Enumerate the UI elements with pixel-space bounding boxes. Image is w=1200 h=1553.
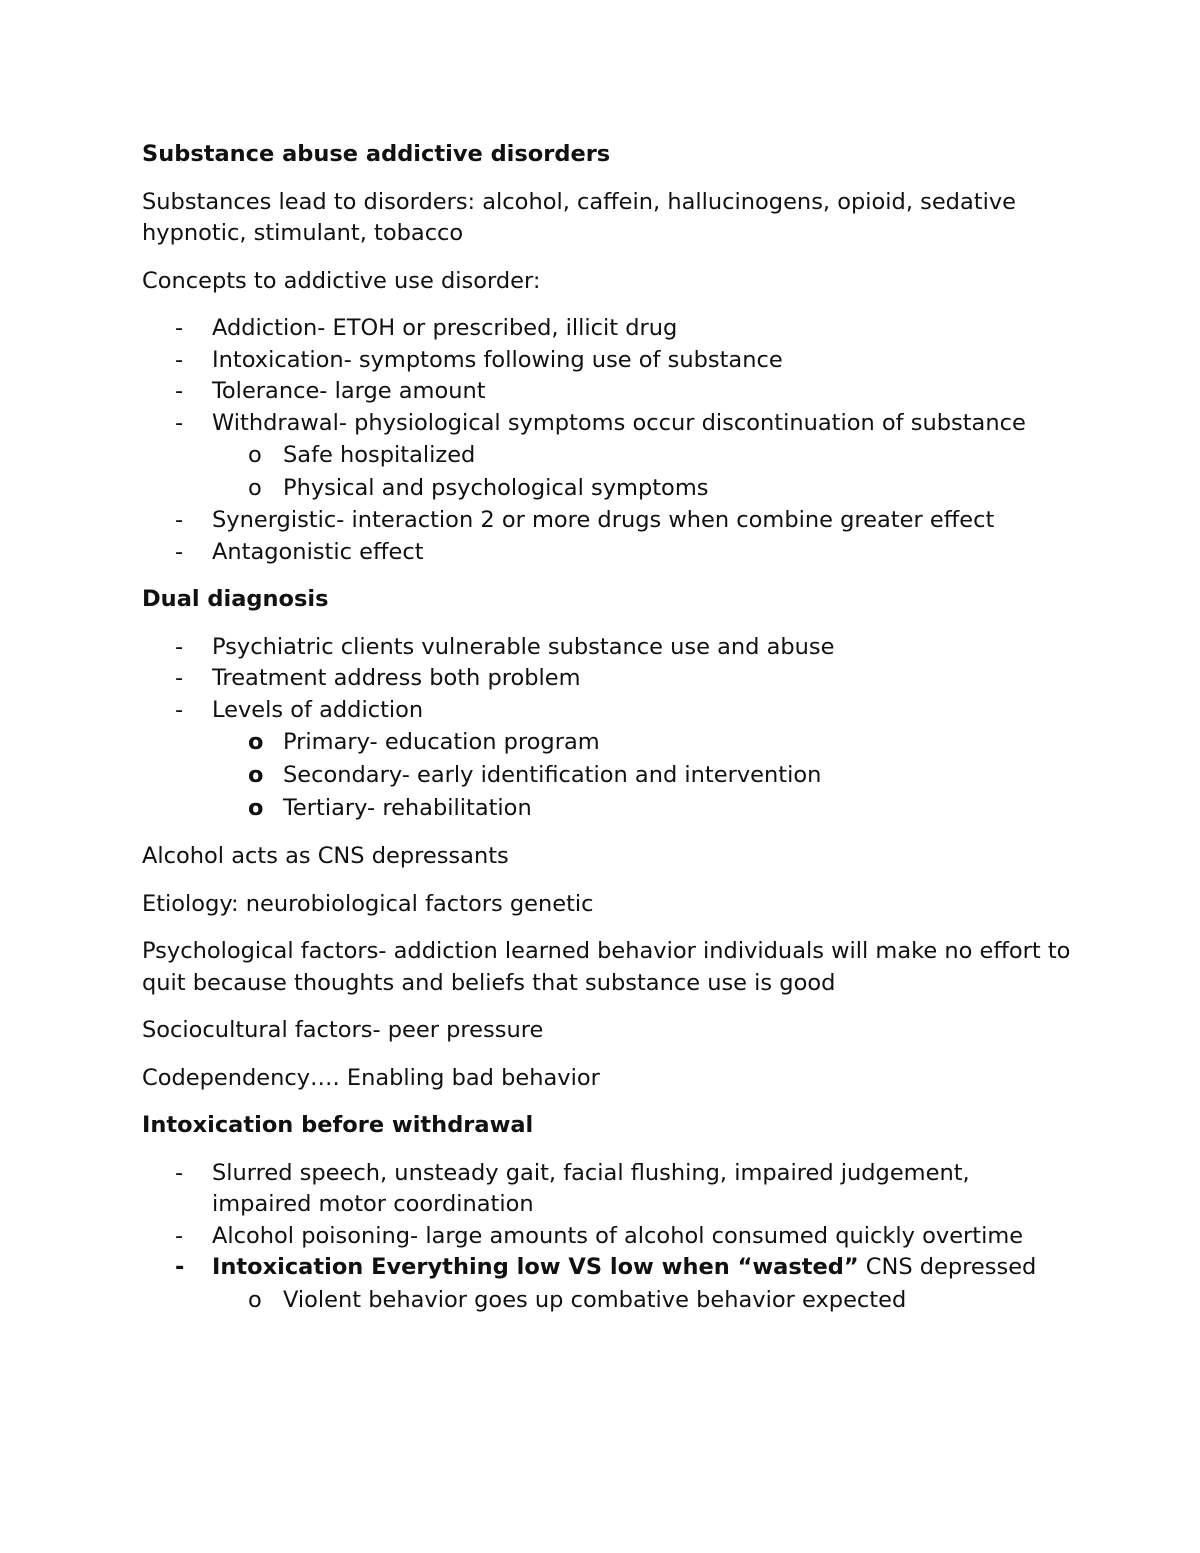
dash-marker: - [175, 1222, 184, 1249]
list-item: o Physical and psychological symptoms [212, 472, 1072, 505]
intoxication-heading: Intoxication before withdrawal [142, 1112, 534, 1138]
circle-marker: o [248, 442, 262, 468]
list-item: - Withdrawal- physiological symptoms occur discontinuation of substance o Safe hospitalized o Physical and psychological symptoms [142, 408, 1072, 506]
circle-marker: o [248, 475, 262, 501]
dual-diagnosis-heading: Dual diagnosis [142, 586, 329, 612]
concepts-list [142, 313, 1072, 568]
circle-marker: o [248, 729, 264, 755]
document-page [142, 139, 1072, 1317]
list-item: - Antagonistic effect [142, 537, 1072, 569]
dash-marker: - [175, 315, 184, 341]
levels-sublist [212, 726, 1072, 825]
list-item: - Intoxication Everything low VS low when “wasted” CNS depressed o Violent behavior goes up combative behavior expected [142, 1252, 1072, 1317]
dash-marker: - [175, 507, 184, 533]
dash-marker: - [175, 378, 184, 404]
dash-marker: - [175, 696, 184, 723]
intoxication-list [142, 1158, 1072, 1317]
list-item: - Synergistic- interaction 2 or more drugs when combine greater effect [142, 505, 1072, 537]
dash-marker: - [175, 346, 184, 373]
dash-marker: - [175, 1159, 184, 1186]
codependency-paragraph: Codependency…. Enabling bad behavior [142, 1064, 600, 1091]
sociocultural-paragraph: Sociocultural factors- peer pressure [142, 1017, 544, 1043]
document-title: Substance abuse addictive disorders [142, 141, 611, 167]
list-item: - Psychiatric clients vulnerable substance use and abuse [142, 632, 1072, 664]
list-item: - Tolerance- large amount [142, 376, 1072, 408]
withdrawal-sublist [212, 439, 1072, 505]
list-item: - Levels of addiction o Primary- education program o Secondary- early identification and intervention o Tertiary- rehabilitation [142, 695, 1072, 826]
dash-marker: - [175, 1254, 185, 1280]
list-item: - Addiction- ETOH or prescribed, illicit drug [142, 313, 1072, 345]
list-item: - Intoxication- symptoms following use of substance [142, 345, 1072, 377]
intro-paragraph: Substances lead to disorders: alcohol, caffein, hallucinogens, opioid, sedative hypnotic, stimulant, tobacco [142, 188, 1016, 246]
alcohol-paragraph: Alcohol acts as CNS depressants [142, 843, 509, 869]
circle-marker: o [248, 795, 264, 821]
list-item: o Tertiary- rehabilitation [212, 792, 1072, 825]
dash-marker: - [175, 633, 184, 660]
intoxication-sublist [212, 1284, 1072, 1317]
concepts-label: Concepts to addictive use disorder: [142, 267, 541, 294]
circle-marker: o [248, 762, 264, 788]
dual-diagnosis-list [142, 632, 1072, 826]
list-item: o Violent behavior goes up combative behavior expected [212, 1284, 1072, 1317]
dash-marker: - [175, 409, 184, 436]
list-item: o Secondary- early identification and intervention [212, 759, 1072, 792]
psychological-paragraph: Psychological factors- addiction learned behavior individuals will make no effort to quit because thoughts and beliefs that substance use is good [142, 938, 1071, 996]
circle-marker: o [248, 1286, 262, 1313]
list-item: - Slurred speech, unsteady gait, facial flushing, impaired judgement, impaired motor coordination [175, 1159, 970, 1217]
list-item: o Safe hospitalized [212, 439, 1072, 472]
list-item: - Treatment address both problem [142, 663, 1072, 695]
dash-marker: - [175, 538, 184, 565]
bold-text: Intoxication Everything low VS low when “wasted” [212, 1254, 859, 1280]
dash-marker: - [175, 665, 184, 691]
list-item: o Primary- education program [212, 726, 1072, 759]
etiology-paragraph: Etiology: neurobiological factors genetic [142, 890, 594, 917]
list-item: - Alcohol poisoning- large amounts of alcohol consumed quickly overtime [142, 1221, 1072, 1253]
